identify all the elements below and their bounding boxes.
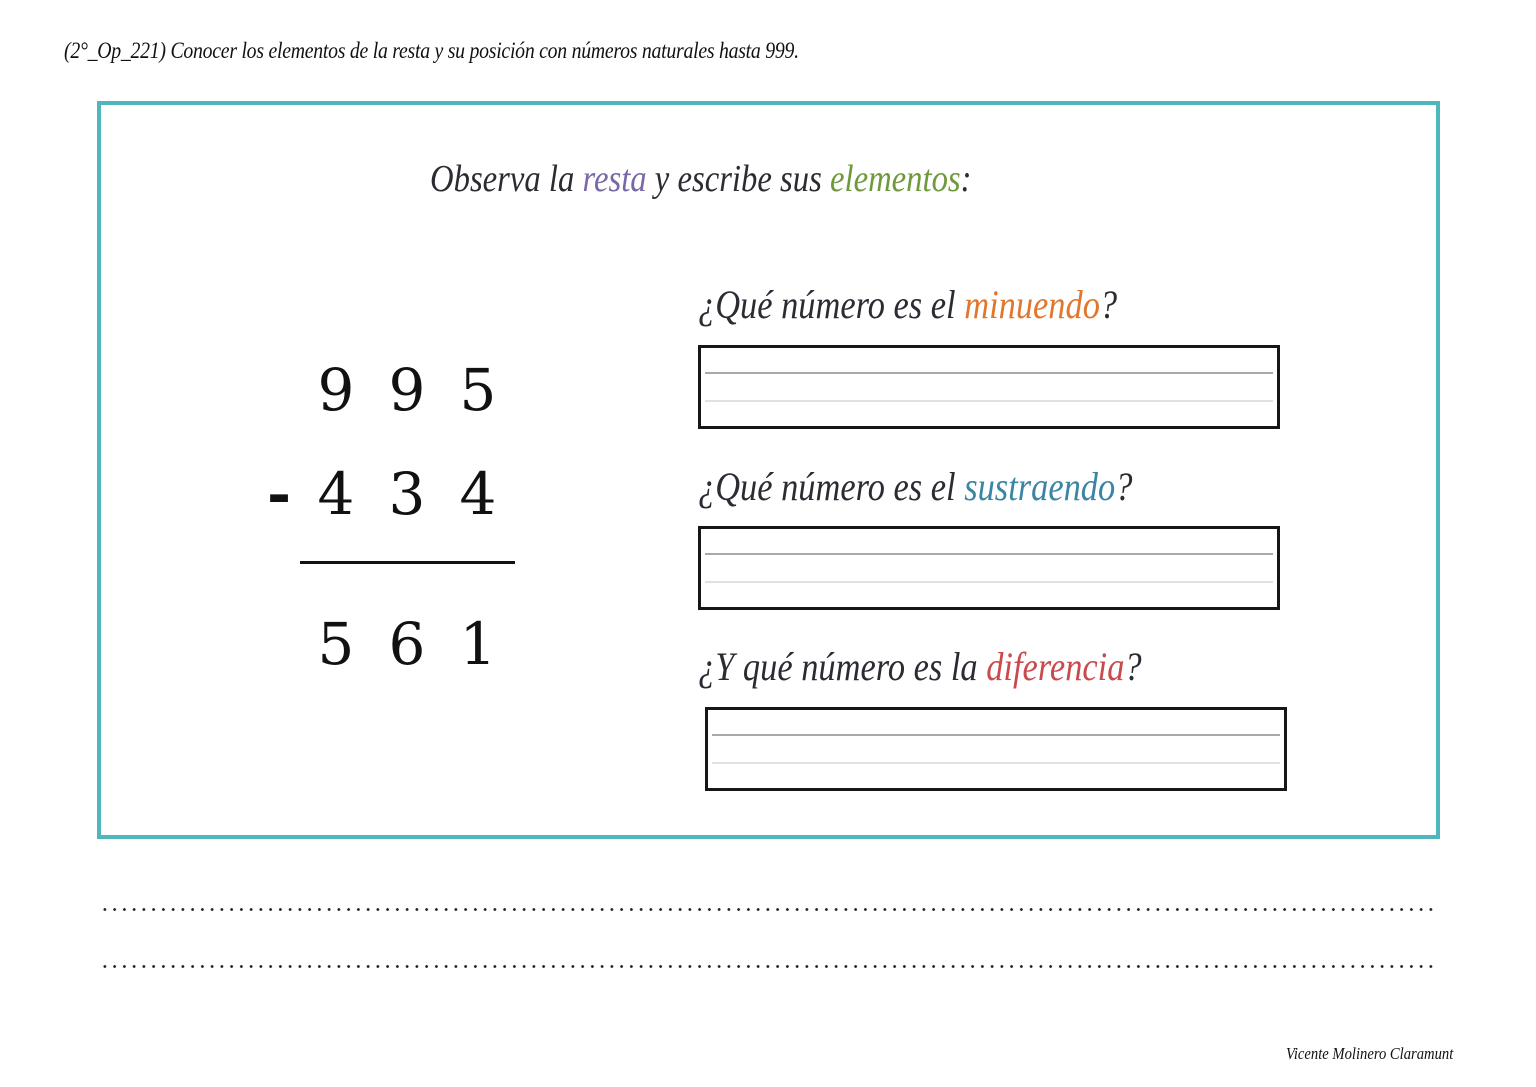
guide-line	[705, 372, 1273, 374]
subtrahend-digit: 4	[459, 460, 497, 528]
question-mark: ?	[1099, 282, 1118, 327]
author-credit: Vicente Molinero Claramunt	[1286, 1044, 1454, 1063]
question-mark: ?	[1115, 464, 1133, 509]
question-minuendo	[698, 281, 1117, 328]
question-text: ¿Qué número es el	[698, 282, 965, 327]
question-sustraendo	[698, 463, 1132, 510]
subtrahend-digit: 3	[388, 460, 426, 528]
difference-digit: 5	[317, 610, 355, 678]
difference-row	[260, 610, 530, 680]
instruction-colon: :	[960, 158, 972, 200]
guide-line	[705, 553, 1273, 555]
minuend-digit: 5	[459, 356, 497, 424]
question-diferencia	[698, 643, 1142, 690]
writing-line[interactable]	[100, 965, 1438, 968]
guide-line	[712, 762, 1280, 764]
question-text: ¿Qué número es el	[698, 464, 965, 509]
difference-digit: 1	[459, 610, 497, 678]
question-text: ¿Y qué número es la	[698, 644, 987, 689]
answer-box-diferencia[interactable]	[705, 707, 1287, 791]
page-title: (2°_Op_221) Conocer los elementos de la resta y su posición con números naturales hasta 999.	[64, 38, 799, 63]
question-keyword-sustraendo: sustraendo	[964, 464, 1116, 509]
difference-digit: 6	[388, 610, 426, 678]
instruction-keyword-resta: resta	[582, 158, 647, 200]
answer-box-sustraendo[interactable]	[698, 526, 1280, 610]
instruction-text: Observa la	[430, 158, 583, 200]
subtrahend-digit: 4	[317, 460, 355, 528]
guide-line	[705, 581, 1273, 583]
exercise-instruction	[430, 157, 972, 201]
minuend-digit: 9	[317, 356, 355, 424]
subtraction-operation	[260, 350, 530, 690]
instruction-text: y escribe sus	[646, 158, 830, 200]
guide-line	[712, 734, 1280, 736]
subtrahend-row	[260, 460, 530, 530]
minuend-row	[260, 356, 530, 426]
writing-line[interactable]	[100, 908, 1438, 911]
instruction-keyword-elementos: elementos	[829, 158, 961, 200]
question-keyword-minuendo: minuendo	[964, 282, 1100, 327]
result-rule	[300, 561, 515, 564]
guide-line	[705, 400, 1273, 402]
question-mark: ?	[1124, 644, 1142, 689]
minuend-digit: 9	[388, 356, 426, 424]
question-keyword-diferencia: diferencia	[986, 644, 1125, 689]
answer-box-minuendo[interactable]	[698, 345, 1280, 429]
minus-sign: -	[266, 460, 292, 528]
